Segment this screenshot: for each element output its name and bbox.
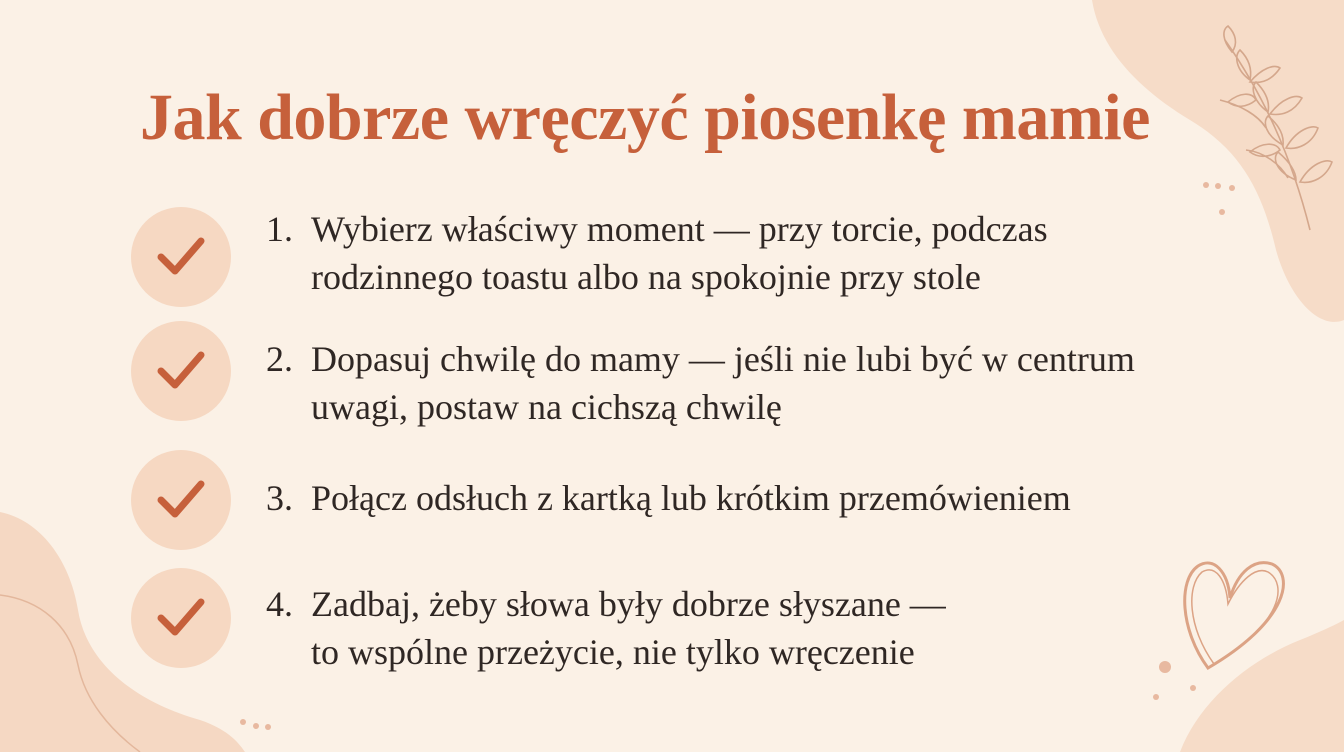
item-text-line: Wybierz właściwy moment — przy torcie, podczas [311, 209, 1048, 249]
check-icon [131, 207, 231, 307]
item-text [311, 335, 1191, 431]
check-icon [131, 568, 231, 668]
item-text [311, 580, 1191, 676]
check-badge [131, 207, 231, 307]
item-text-line: rodzinnego toastu albo na spokojnie przy stole [311, 257, 981, 297]
item-number: 2. [266, 339, 293, 379]
check-badge [131, 450, 231, 550]
bottom-right-blob [1180, 620, 1344, 752]
decor-dots-top [1203, 182, 1235, 215]
check-icon [131, 321, 231, 421]
page-title: Jak dobrze wręczyć piosenkę mamie [140, 81, 1150, 154]
item-text-line: Zadbaj, żeby słowa były dobrze słyszane — [311, 584, 946, 624]
item-text-line: uwagi, postaw na cichszą chwilę [311, 387, 782, 427]
heart-icon [1185, 563, 1284, 668]
item-text-line: Dopasuj chwilę do mamy — jeśli nie lubi być w centrum [311, 339, 1135, 379]
item-text-line: to wspólne przeżycie, nie tylko wręczenie [311, 632, 915, 672]
check-badge [131, 321, 231, 421]
check-icon [131, 450, 231, 550]
item-text [311, 205, 1191, 301]
item-number: 4. [266, 584, 293, 624]
decor-dots-bottom-left [240, 719, 271, 730]
item-number: 1. [266, 209, 293, 249]
item-text-line: Połącz odsłuch z kartką lub krótkim przemówieniem [311, 478, 1071, 518]
check-badge [131, 568, 231, 668]
item-number: 3. [266, 478, 293, 518]
item-text [311, 474, 1191, 522]
